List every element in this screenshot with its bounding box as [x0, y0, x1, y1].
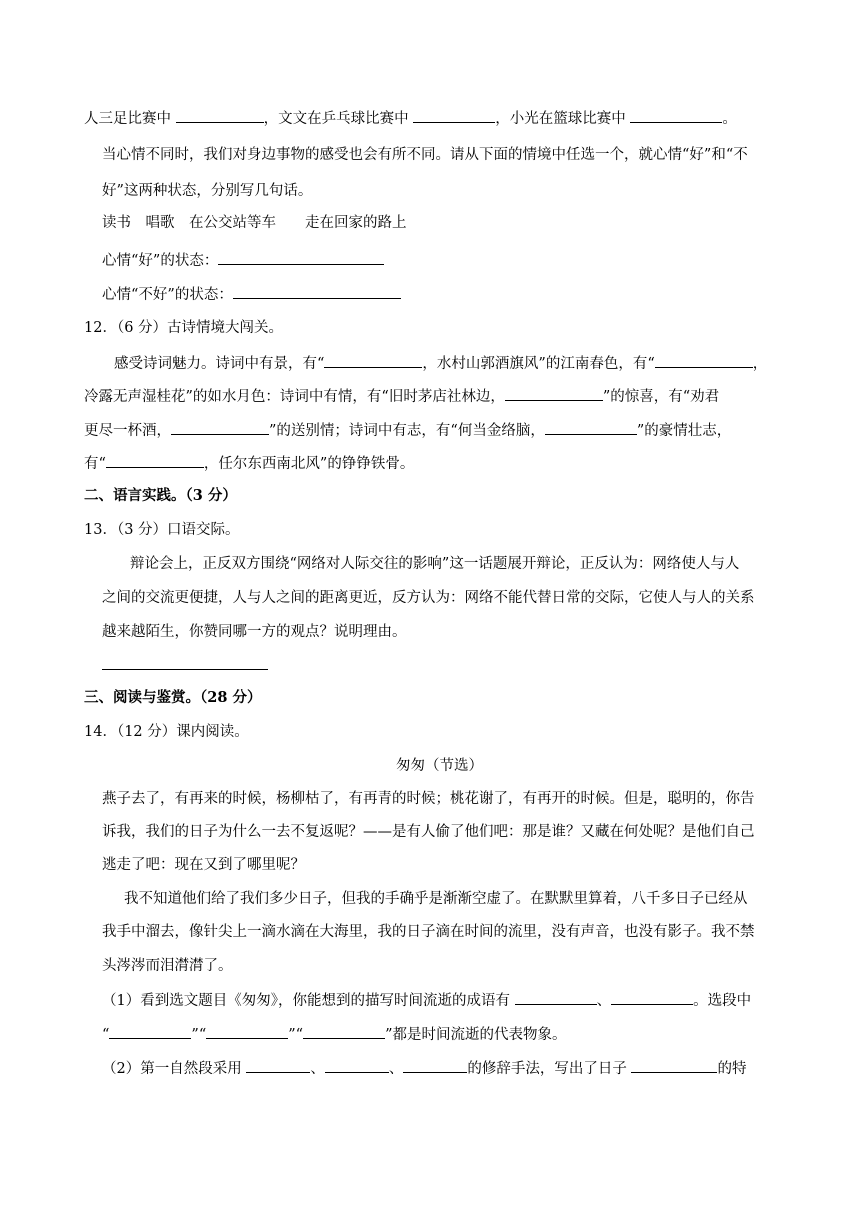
text: 、	[310, 1061, 325, 1077]
poem-line-4	[84, 453, 414, 474]
text: （2）第一自然段采用	[102, 1061, 247, 1077]
text: 的修辞手法，写出了日子	[467, 1061, 632, 1077]
text: 冷露无声湿桂花”的如水月色：诗词中有情，有“旧时茅店社林边，	[84, 389, 505, 405]
blank[interactable]	[324, 353, 422, 368]
label: 心情“不好”的状态：	[102, 287, 233, 303]
debate-text-3: 越来越陌生，你赞同哪一方的观点？说明理由。	[102, 624, 407, 640]
mood-bad-line	[102, 284, 401, 305]
text: ”都是时间流逝的代表物象。	[385, 1027, 567, 1043]
blank[interactable]	[505, 386, 603, 401]
text: ，水村山郭酒旗风”的江南春色，有“	[422, 356, 655, 372]
passage-p1-line1: 燕子去了，有再来的时候，杨柳枯了，有再青的时候；桃花谢了，有再开的时候。但是，聪明的，你告	[102, 791, 755, 807]
blank[interactable]	[303, 1024, 385, 1039]
text: ，	[752, 356, 768, 372]
text: 感受诗词魅力。诗词中有景，有“	[114, 356, 325, 372]
blank[interactable]	[171, 420, 269, 435]
text: ”的豪情壮志，	[636, 423, 732, 439]
answer-blank[interactable]	[233, 284, 401, 299]
blank[interactable]	[630, 108, 722, 123]
text: ，任尔东西南北风”的铮铮铁骨。	[203, 456, 415, 472]
answer-blank[interactable]	[218, 250, 384, 265]
debate-text-2: 之间的交流更便捷，人与人之间的距离更近，反方认为：网络不能代替日常的交际，它使人与人的关系	[102, 590, 755, 606]
subq-1-line1	[102, 990, 751, 1011]
blank[interactable]	[176, 108, 264, 123]
subq-1-line2	[102, 1024, 567, 1045]
passage-p2-line1: 我不知道他们给了我们多少日子，但我的手确乎是渐渐空虚了。在默默里算着，八千多日子已经从	[124, 891, 748, 907]
text: 人三足比赛中	[84, 111, 176, 127]
blank[interactable]	[109, 1024, 191, 1039]
text: 、	[596, 993, 612, 1009]
poem-line-2	[84, 386, 719, 407]
text: 。选段中	[693, 993, 752, 1009]
text: ”“	[288, 1027, 304, 1043]
blank[interactable]	[545, 420, 637, 435]
text: （1）看到选文题目《匆匆》，你能想到的描写时间流逝的成语有	[102, 993, 515, 1009]
poem-line-3	[84, 420, 731, 441]
text: 有“	[84, 456, 106, 472]
text: ”的送别情；诗词中有志，有“何当金络脑，	[269, 423, 545, 439]
section-3-heading: 三、阅读与鉴赏。（28 分）	[84, 689, 262, 706]
blank[interactable]	[325, 1058, 389, 1073]
blank[interactable]	[611, 990, 693, 1005]
question-12: 12．（6 分）古诗情境大闯关。	[84, 320, 284, 336]
blank[interactable]	[106, 453, 204, 468]
label: 心情“好”的状态：	[102, 253, 219, 269]
blank[interactable]	[631, 1058, 717, 1073]
text: “	[102, 1027, 110, 1043]
subq-2-line1	[102, 1058, 746, 1079]
mood-good-line	[102, 250, 384, 271]
passage-p1-line2: 诉我，我们的日子为什么一去不复返呢？——是有人偷了他们吧：那是谁？又藏在何处呢？是他们自己	[102, 824, 755, 840]
passage-p2-line2: 我手中溜去，像针尖上一滴水滴在大海里，我的日子滴在时间的流里，没有声音，也没有影子。我不禁	[102, 924, 755, 940]
mood-instruction: 当心情不同时，我们对身边事物的感受也会有所不同。请从下面的情境中任选一个，就心情“好”和“不	[102, 147, 748, 163]
text: 、	[388, 1061, 404, 1077]
line-sports	[84, 108, 737, 129]
blank[interactable]	[655, 353, 753, 368]
debate-text-1: 辩论会上，正反双方围绕“网络对人际交往的影响”这一话题展开辩论，正反认为：网络使人与人	[130, 556, 740, 572]
blank[interactable]	[246, 1058, 310, 1073]
question-14: 14．（12 分）课内阅读。	[84, 724, 249, 740]
text: 更尽一杯酒，	[84, 423, 171, 439]
section-2-heading: 二、语言实践。（3 分）	[84, 487, 237, 504]
passage-title: 匆匆（节选）	[396, 758, 483, 774]
text: 。	[722, 111, 737, 127]
text: ”的惊喜，有“劝君	[602, 389, 720, 405]
text: ，小光在篮球比赛中	[495, 111, 631, 127]
blank[interactable]	[413, 108, 495, 123]
blank[interactable]	[403, 1058, 467, 1073]
passage-p1-line3: 逃走了吧：现在又到了哪里呢？	[102, 857, 305, 873]
passage-p2-line3: 头涔涔而泪潸潸了。	[102, 958, 233, 974]
text: 的特	[717, 1061, 747, 1077]
blank[interactable]	[515, 990, 597, 1005]
answer-line[interactable]	[102, 669, 268, 670]
scenario-options: 读书 唱歌 在公交站等车 走在回家的路上	[102, 215, 407, 231]
blank[interactable]	[206, 1024, 288, 1039]
question-13: 13．（3 分）口语交际。	[84, 522, 240, 538]
mood-instruction-cont: 好”这两种状态，分别写几句话。	[102, 183, 313, 199]
poem-line-1	[114, 353, 767, 374]
text: ，文文在乒乓球比赛中	[263, 111, 414, 127]
text: ”“	[191, 1027, 207, 1043]
